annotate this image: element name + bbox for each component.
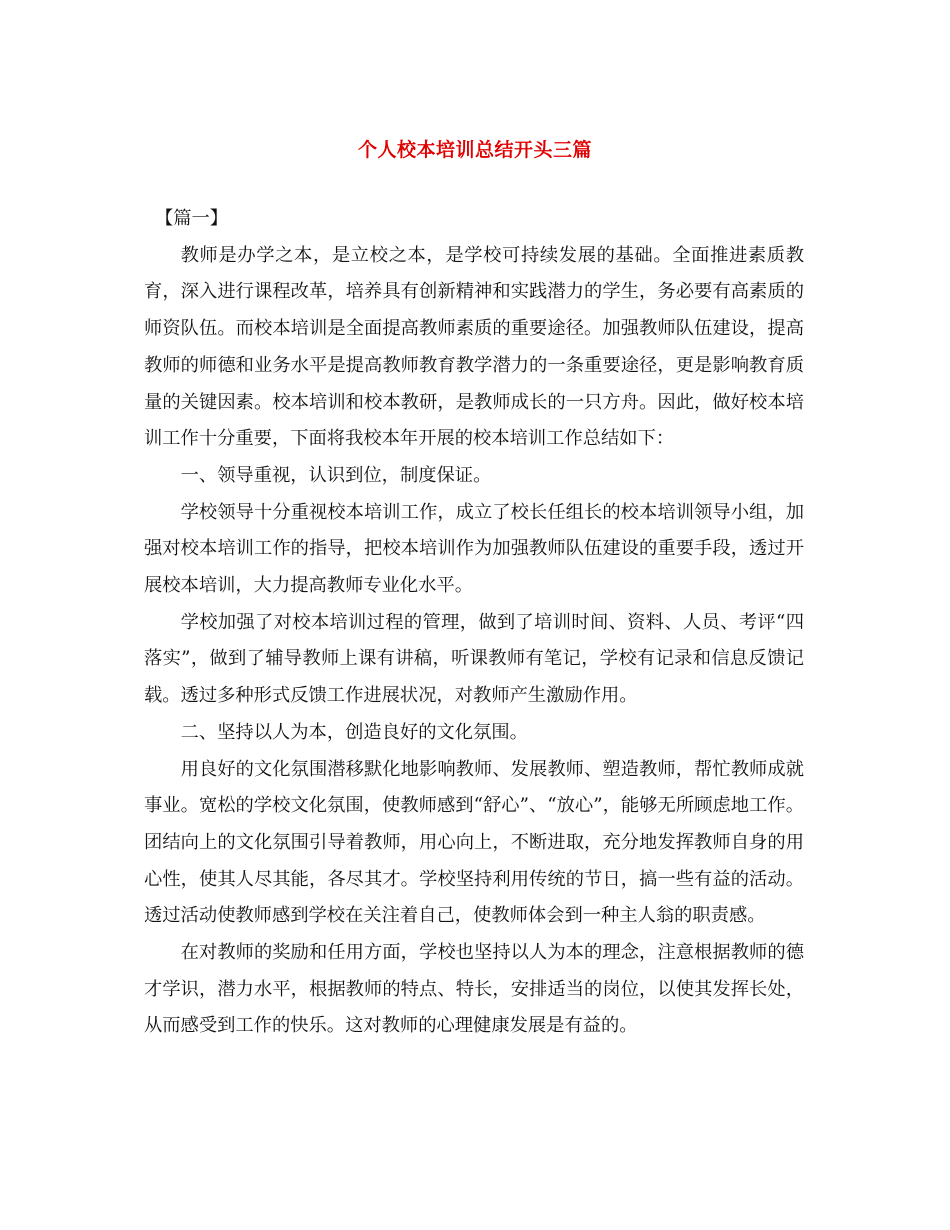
paragraph-intro: 教师是办学之本，是立校之本，是学校可持续发展的基础。全面推进素质教育，深入进行课程改革，培养具有创新精神和实践潜力的学生，务必要有高素质的师资队伍。而校本培训是全面提高教师素质的重要途径。加强教师队伍建设，提高教师的师德和业务水平是提高教师教育教学潜力的一条重要途径，更是影响教育质量的关键因素。校本培训和校本教研，是教师成长的一只方舟。因此，做好校本培训工作十分重要，下面将我校本年开展的校本培训工作总结如下： [144, 244, 804, 450]
paragraph-management: 学校加强了对校本培训过程的管理，做到了培训时间、资料、人员、考评“四落实”，做到了辅导教师上课有讲稿，听课教师有笔记，学校有记录和信息反馈记载。透过多种形式反馈工作进展状况，对教师产生激励作用。 [144, 611, 804, 707]
paragraph-rewards: 在对教师的奖励和任用方面，学校也坚持以人为本的理念，注意根据教师的德才学识，潜力水平，根据教师的特点、特长，安排适当的岗位，以使其发挥长处，从而感受到工作的快乐。这对教师的心理健康发展是有益的。 [144, 942, 804, 1037]
paragraph-culture: 用良好的文化氛围潜移默化地影响教师、发展教师、塑造教师，帮忙教师成就事业。宽松的学校文化氛围，使教师感到“舒心”、“放心”，能够无所顾虑地工作。团结向上的文化氛围引导着教师，用心向上，不断进取，充分地发挥教师自身的用心性，使其人尽其能，各尽其才。学校坚持利用传统的节日，搞一些有益的活动。透过活动使教师感到学校在关注着自己，使教师体会到一种主人翁的职责感。 [144, 758, 804, 927]
heading-people-oriented: 二、坚持以人为本，创造良好的文化氛围。 [180, 721, 528, 743]
document-title: 个人校本培训总结开头三篇 [357, 139, 592, 161]
paragraph-leadership: 学校领导十分重视校本培训工作，成立了校长任组长的校本培训领导小组，加强对校本培训工作的指导，把校本培训作为加强教师队伍建设的重要手段，透过开展校本培训，大力提高教师专业化水平。 [144, 501, 804, 597]
document-body [144, 201, 804, 1045]
section-label-part-one: 【篇一】 [154, 208, 229, 229]
heading-leadership: 一、领导重视，认识到位，制度保证。 [180, 464, 492, 486]
